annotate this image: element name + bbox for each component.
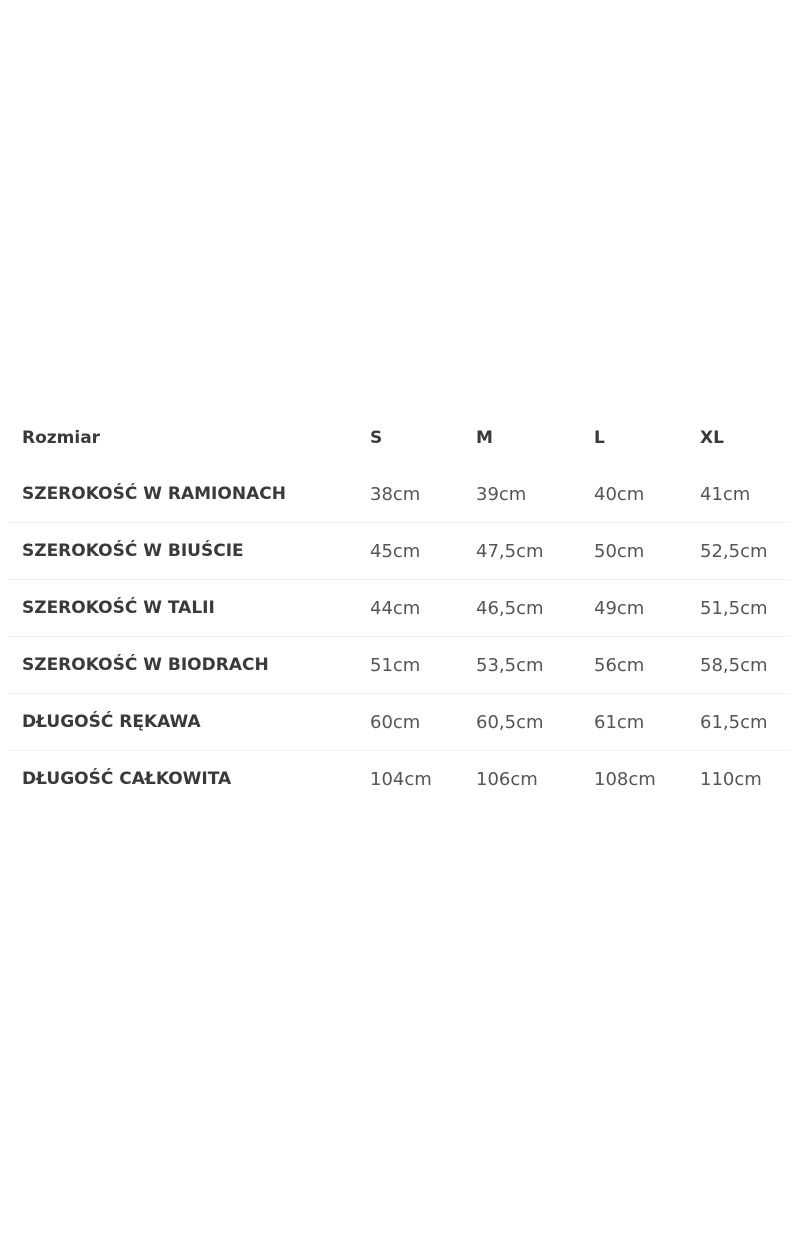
table-header-row [8,410,790,466]
header-size-l: L [594,428,605,448]
table-row [8,694,790,751]
cell-value-l: 61cm [594,711,645,733]
cell-value-m: 60,5cm [476,711,544,733]
table-row [8,466,790,523]
cell-value-m: 53,5cm [476,654,544,676]
row-label: DŁUGOŚĆ CAŁKOWITA [22,769,232,789]
cell-value-s: 45cm [370,540,421,562]
cell-value-xl: 52,5cm [700,540,768,562]
size-chart-table [8,410,790,807]
cell-value-s: 51cm [370,654,421,676]
table-row [8,637,790,694]
cell-value-m: 46,5cm [476,597,544,619]
cell-value-m: 106cm [476,768,538,790]
cell-value-s: 44cm [370,597,421,619]
cell-value-s: 60cm [370,711,421,733]
cell-value-m: 39cm [476,483,527,505]
cell-value-s: 104cm [370,768,432,790]
header-size-label: Rozmiar [22,428,101,448]
cell-value-m: 47,5cm [476,540,544,562]
row-label: SZEROKOŚĆ W BIUŚCIE [22,541,244,561]
header-size-xl: XL [700,428,724,448]
table-row [8,580,790,637]
row-label: SZEROKOŚĆ W RAMIONACH [22,484,286,504]
row-label: DŁUGOŚĆ RĘKAWA [22,712,201,732]
table-row [8,751,790,808]
cell-value-l: 56cm [594,654,645,676]
cell-value-xl: 51,5cm [700,597,768,619]
cell-value-l: 49cm [594,597,645,619]
table-row [8,523,790,580]
cell-value-xl: 41cm [700,483,751,505]
cell-value-l: 40cm [594,483,645,505]
cell-value-s: 38cm [370,483,421,505]
cell-value-l: 50cm [594,540,645,562]
cell-value-xl: 110cm [700,768,762,790]
cell-value-xl: 61,5cm [700,711,768,733]
cell-value-xl: 58,5cm [700,654,768,676]
row-label: SZEROKOŚĆ W TALII [22,598,215,618]
cell-value-l: 108cm [594,768,656,790]
header-size-s: S [370,428,383,448]
header-size-m: M [476,428,493,448]
row-label: SZEROKOŚĆ W BIODRACH [22,655,269,675]
